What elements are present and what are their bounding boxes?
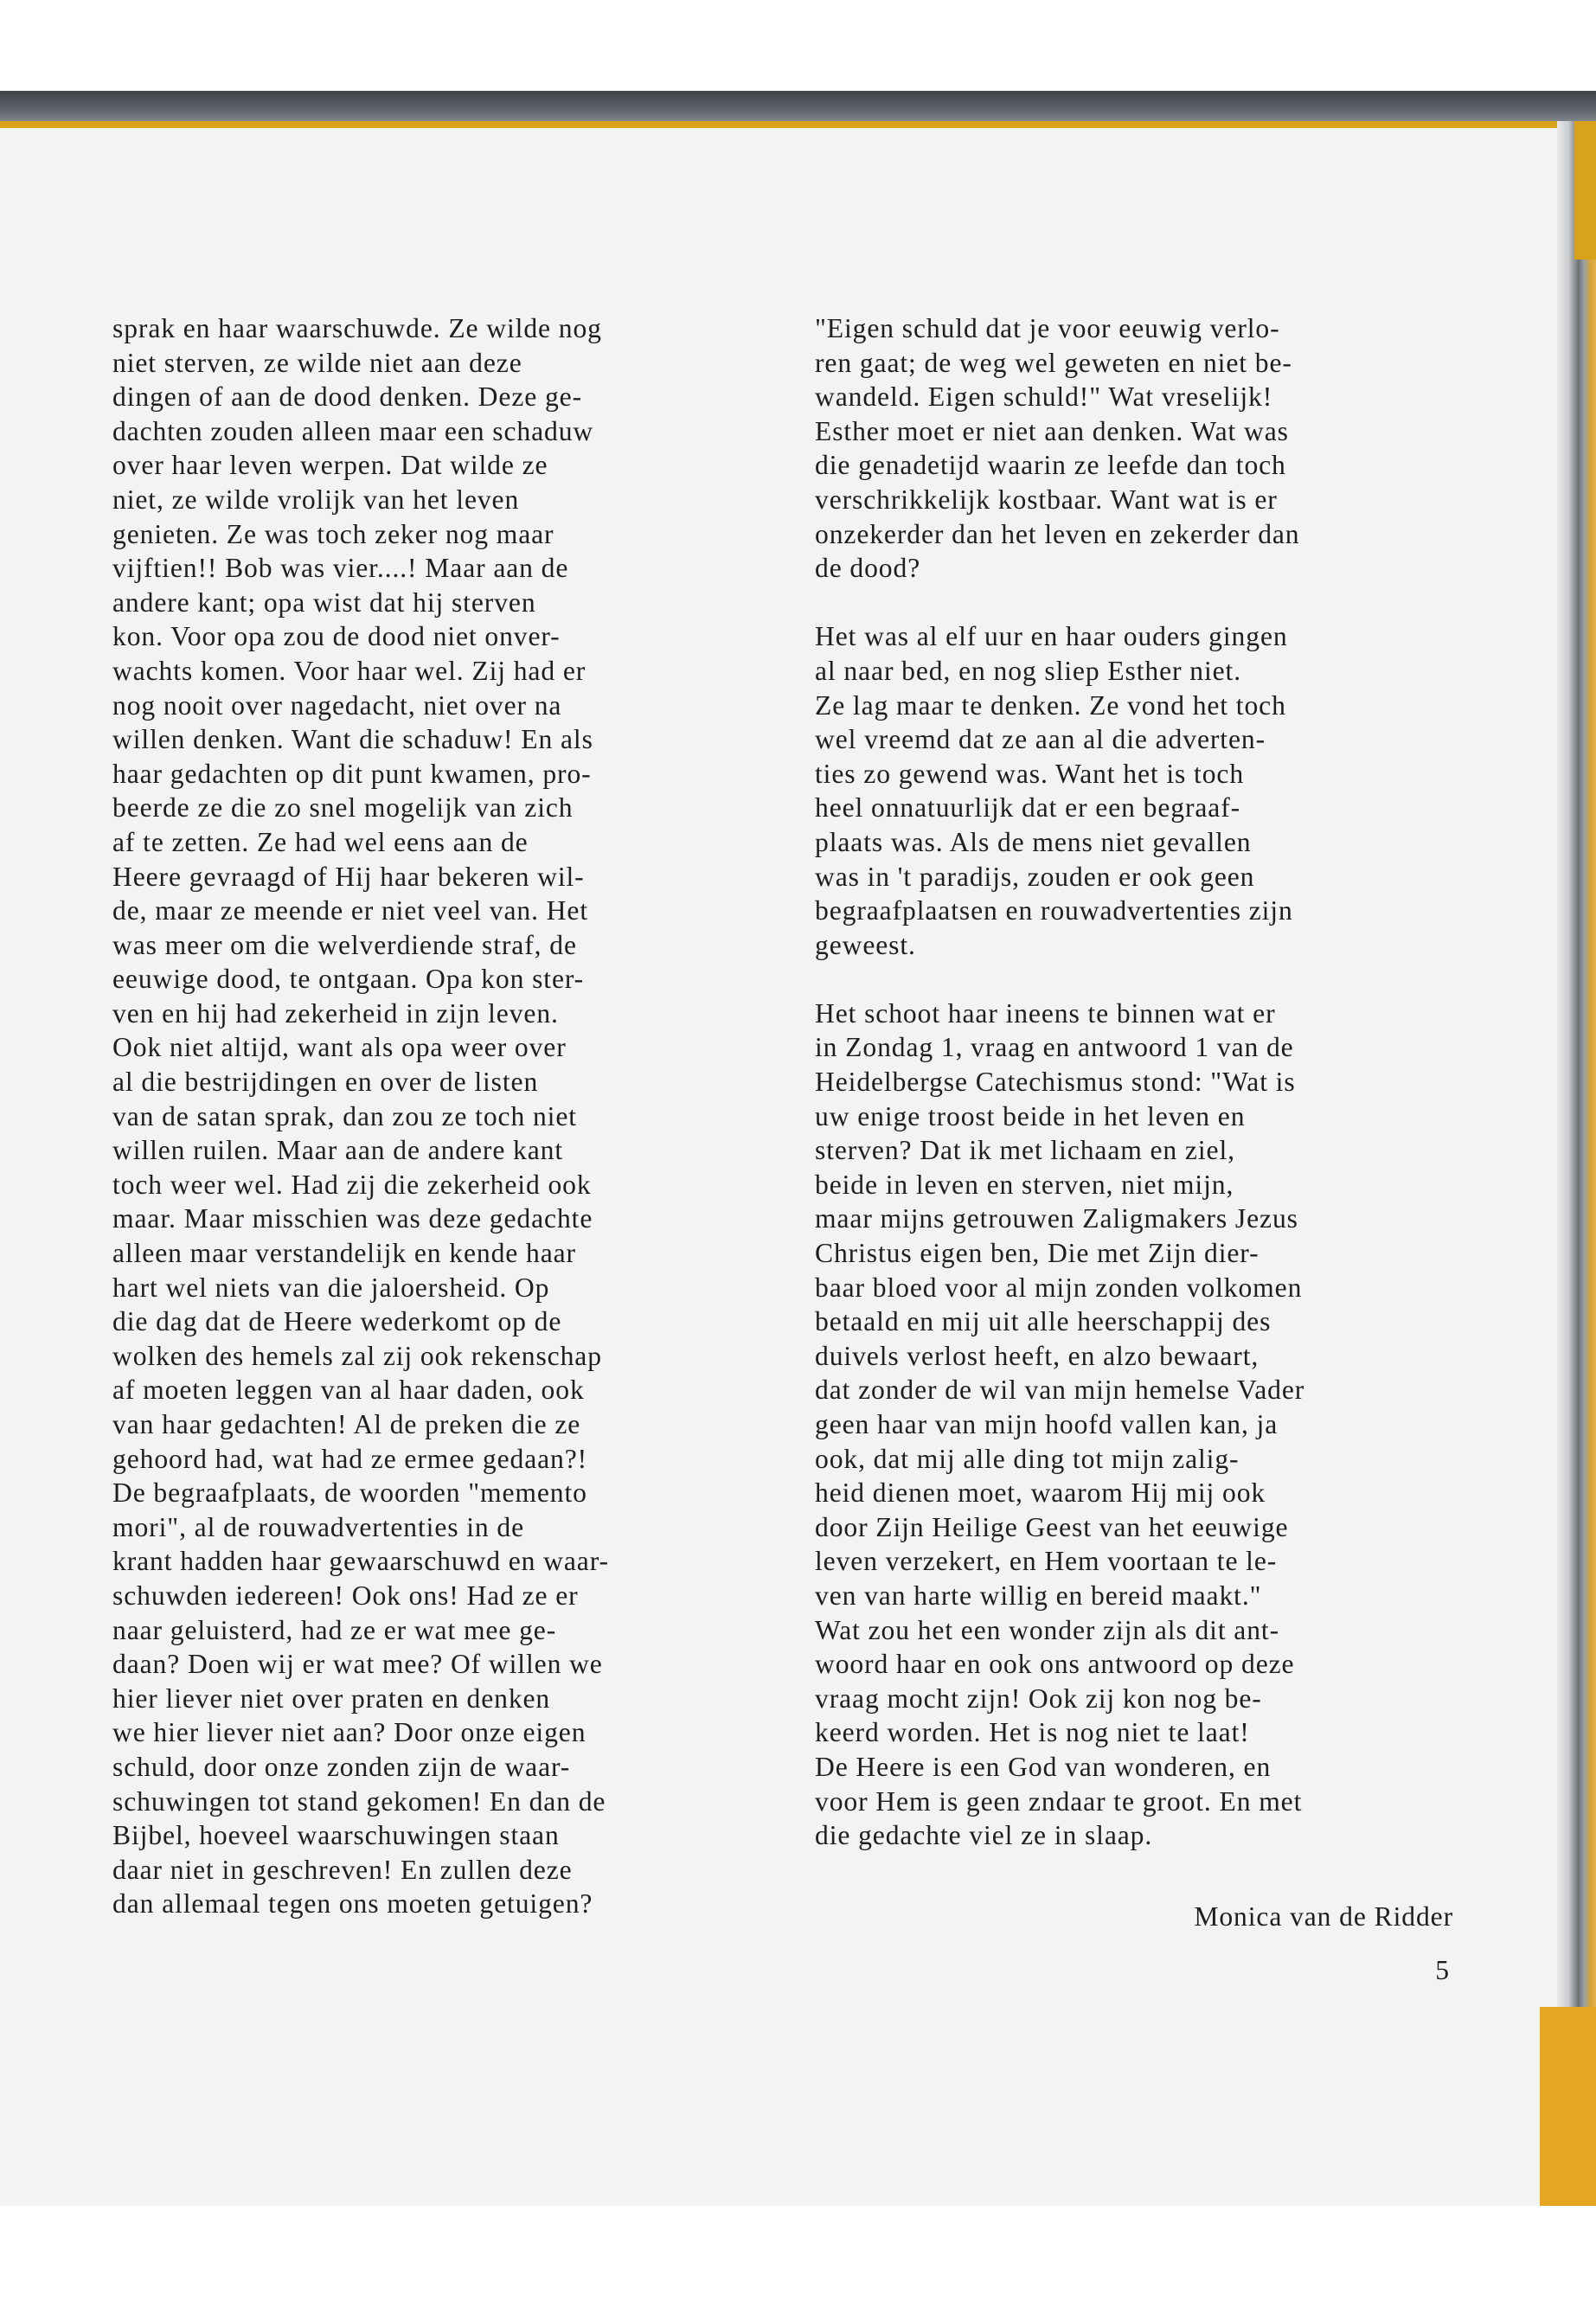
text-line: hier liever niet over praten en denken	[112, 1682, 551, 1714]
left-text-column	[112, 311, 753, 1921]
text-line: maar mijns getrouwen Zaligmakers Jezus	[815, 1203, 1298, 1234]
text-line: ren gaat; de weg wel geweten en niet be-	[815, 347, 1292, 378]
text-line: Ook niet altijd, want als opa weer over	[112, 1032, 567, 1063]
text-line: willen ruilen. Maar aan de andere kant	[112, 1135, 564, 1166]
text-line: keerd worden. Het is nog niet te laat!	[815, 1717, 1250, 1748]
paragraph-catechismus	[815, 997, 1455, 1853]
text-line: schuwingen tot stand gekomen! En dan de	[112, 1785, 606, 1817]
text-line: wolken des hemels zal zij ook rekenschap	[112, 1340, 602, 1371]
text-line: maar. Maar misschien was deze gedachte	[112, 1203, 593, 1234]
paragraph-elf-uur	[815, 619, 1455, 962]
text-line: krant hadden haar gewaarschuwd en waar-	[112, 1546, 609, 1577]
text-line: toch weer wel. Had zij die zekerheid ook	[112, 1169, 592, 1200]
text-line: van de satan sprak, dan zou ze toch niet	[112, 1100, 577, 1131]
text-line: af moeten leggen van al haar daden, ook	[112, 1375, 585, 1406]
text-line: wandeld. Eigen schuld!" Wat vreselijk!	[815, 381, 1273, 413]
text-line: nog nooit over nagedacht, niet over na	[112, 689, 562, 721]
text-line: geen haar van mijn hoofd vallen kan, ja	[815, 1409, 1279, 1439]
text-line: Wat zou het een wonder zijn als dit ant-	[815, 1614, 1280, 1645]
text-line: wel vreemd dat ze aan al die adverten-	[815, 724, 1266, 755]
text-line: van haar gedachten! Al de preken die ze	[112, 1409, 581, 1439]
text-line: door Zijn Heilige Geest van het eeuwige	[815, 1511, 1289, 1542]
cover-edge-bottom-right	[1540, 2007, 1596, 2206]
text-line: schuwden iedereen! Ook ons! Had ze er	[112, 1580, 579, 1611]
text-line: andere kant; opa wist dat hij sterven	[112, 586, 536, 618]
text-line: dingen of aan de dood denken. Deze ge-	[112, 381, 583, 413]
text-line: voor Hem is geen zndaar te groot. En met	[815, 1785, 1303, 1817]
paragraph-gap	[815, 586, 1455, 620]
text-line: plaats was. Als de mens niet gevallen	[815, 826, 1252, 857]
text-line: geweest.	[815, 929, 916, 960]
text-line: betaald en mij uit alle heerschappij des	[815, 1306, 1272, 1337]
text-line: de, maar ze meende er niet veel van. Het	[112, 895, 588, 926]
scan-margin-bottom	[0, 2206, 1596, 2301]
author-signature: Monica van de Ridder	[1194, 1901, 1453, 1932]
text-line: kon. Voor opa zou de dood niet onver-	[112, 621, 561, 652]
text-line: Heidelbergse Catechismus stond: "Wat is	[815, 1067, 1296, 1098]
scan-margin-top	[0, 0, 1596, 91]
text-line: niet, ze wilde vrolijk van het leven	[112, 484, 520, 515]
text-line: eeuwige dood, te ontgaan. Opa kon ster-	[112, 964, 585, 995]
text-line: dat zonder de wil van mijn hemelse Vader	[815, 1375, 1305, 1406]
text-line: in Zondag 1, vraag en antwoord 1 van de	[815, 1032, 1294, 1063]
text-line: ven en hij had zekerheid in zijn leven.	[112, 997, 559, 1029]
text-line: sterven? Dat ik met lichaam en ziel,	[815, 1135, 1235, 1166]
text-line: niet sterven, ze wilde niet aan deze	[112, 347, 522, 378]
text-line: haar gedachten op dit punt kwamen, pro-	[112, 758, 592, 789]
text-line: gehoord had, wat had ze ermee gedaan?!	[112, 1443, 588, 1474]
text-line: ties zo gewend was. Want het is toch	[815, 758, 1245, 789]
text-line: duivels verlost heeft, en alzo bewaart,	[815, 1340, 1259, 1371]
text-line: verschrikkelijk kostbaar. Want wat is er	[815, 484, 1278, 515]
text-line: genieten. Ze was toch zeker nog maar	[112, 518, 554, 549]
text-line: De Heere is een God van wonderen, en	[815, 1751, 1272, 1782]
text-line: dachten zouden alleen maar een schaduw	[112, 415, 594, 446]
cover-edge-strip	[0, 121, 1566, 128]
right-text-column	[815, 311, 1455, 1853]
text-line: al die bestrijdingen en over de listen	[112, 1067, 539, 1098]
text-line: vraag mocht zijn! Ook zij kon nog be-	[815, 1682, 1262, 1714]
text-line: af te zetten. Ze had wel eens aan de	[112, 826, 529, 857]
text-line: beide in leven en sterven, niet mijn,	[815, 1169, 1234, 1200]
text-line: leven verzekert, en Hem voortaan te le-	[815, 1546, 1278, 1577]
text-line: willen denken. Want die schaduw! En als	[112, 724, 593, 755]
text-line: de dood?	[815, 553, 921, 584]
text-line: daan? Doen wij er wat mee? Of willen we	[112, 1649, 603, 1680]
text-line: Het was al elf uur en haar ouders gingen	[815, 621, 1288, 652]
text-line: over haar leven werpen. Dat wilde ze	[112, 450, 548, 481]
text-line: onzekerder dan het leven en zekerder dan	[815, 518, 1300, 549]
text-line: heid dienen moet, waarom Hij mij ook	[815, 1477, 1266, 1509]
text-line: alleen maar verstandelijk en kende haar	[112, 1238, 576, 1269]
text-line: vijftien!! Bob was vier....! Maar aan de	[112, 553, 569, 584]
text-line: uw enige troost beide in het leven en	[815, 1100, 1246, 1131]
text-line: begraafplaatsen en rouwadvertenties zijn	[815, 895, 1293, 926]
text-line: ven van harte willig en bereid maakt."	[815, 1580, 1262, 1611]
text-line: hart wel niets van die jaloersheid. Op	[112, 1272, 550, 1303]
text-line: De begraafplaats, de woorden "memento	[112, 1477, 587, 1509]
paragraph-eigen-schuld	[815, 311, 1455, 586]
text-line: Esther moet er niet aan denken. Wat was	[815, 415, 1289, 446]
text-line: Bijbel, hoeveel waarschuwingen staan	[112, 1820, 560, 1851]
text-line: sprak en haar waarschuwde. Ze wilde nog	[112, 313, 602, 343]
text-line: baar bloed voor al mijn zonden volkomen	[815, 1272, 1303, 1303]
page-right-edge	[1557, 121, 1596, 2206]
text-line: "Eigen schuld dat je voor eeuwig verlo-	[815, 313, 1280, 343]
text-line: dan allemaal tegen ons moeten getuigen?	[112, 1888, 593, 1920]
text-line: wachts komen. Voor haar wel. Zij had er	[112, 655, 586, 686]
text-line: die genadetijd waarin ze leefde dan toch	[815, 450, 1286, 481]
text-line: daar niet in geschreven! En zullen deze	[112, 1854, 573, 1885]
text-line: Ze lag maar te denken. Ze vond het toch	[815, 689, 1286, 721]
text-line: ook, dat mij alle ding tot mijn zalig-	[815, 1443, 1240, 1474]
text-line: was meer om die welverdiende straf, de	[112, 929, 577, 960]
text-line: al naar bed, en nog sliep Esther niet.	[815, 655, 1242, 686]
text-line: die gedachte viel ze in slaap.	[815, 1820, 1153, 1851]
text-line: Christus eigen ben, Die met Zijn dier-	[815, 1238, 1259, 1269]
text-line: woord haar en ook ons antwoord op deze	[815, 1649, 1295, 1680]
paragraph-gap	[815, 962, 1455, 997]
text-line: mori", al de rouwadvertenties in de	[112, 1511, 525, 1542]
page-number: 5	[1435, 1955, 1449, 1985]
text-line: Heere gevraagd of Hij haar bekeren wil-	[112, 861, 585, 892]
cover-edge-top-right	[1574, 121, 1596, 260]
text-line: we hier liever niet aan? Door onze eigen	[112, 1717, 586, 1748]
text-line: naar geluisterd, had ze er wat mee ge-	[112, 1614, 557, 1645]
text-line: Het schoot haar ineens te binnen wat er	[815, 997, 1276, 1029]
text-line: was in 't paradijs, zouden er ook geen	[815, 861, 1255, 892]
text-line: schuld, door onze zonden zijn de waar-	[112, 1751, 571, 1782]
text-line: die dag dat de Heere wederkomt op de	[112, 1306, 562, 1337]
text-line: heel onnatuurlijk dat er een begraaf-	[815, 792, 1241, 824]
text-line: beerde ze die zo snel mogelijk van zich	[112, 792, 574, 824]
